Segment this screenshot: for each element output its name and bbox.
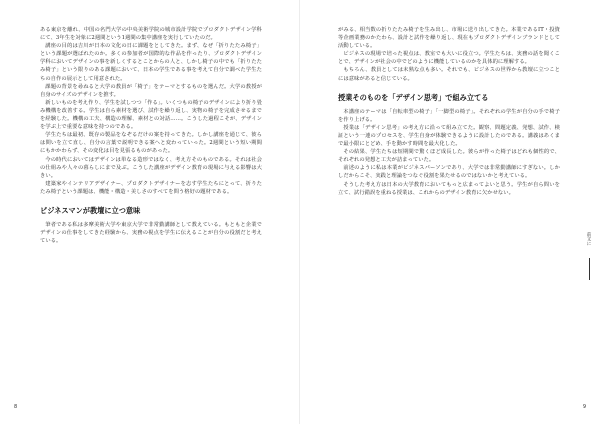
body-paragraph: その結果、学生たちは短期間で驚くほど成長した。彼らが作った椅子はどれも個性的で、それぞれの発想と工夫が詰まっていた。 [338,149,560,164]
body-paragraph: そうした考え方は日本の大学教育においてもっと広まってよいと思う。学生が自ら問いを立て、試行錯誤を重ねる授業は、これからのデザイン教育に欠かせない。 [338,181,560,196]
body-paragraph: 学生たちは最初、既存の製品をなぞるだけの案を持ってきた。しかし講座を通じて、彼らは問いを立て直し、自分の言葉で説明できる案へと変わっていった。2週間という短い期間にもかかわらず、その変化は目を見張るものがあった。 [40,132,262,155]
left-text-column [40,26,262,245]
body-paragraph: 筆者である私は多摩美術大学や東京大学で非常勤講師として教えている。もともと企業でデザインの仕事をしてきた経験から、実務の視点を学生に伝えることが自分の役割だと考えている。 [40,221,262,245]
right-page [300,0,600,424]
body-paragraph: 課題の背景を尋ねると大学の教員が「椅子」をテーマとするものを選んだ。大学の教授が自身のサイズのデザインを推す。 [40,83,262,98]
body-paragraph: 新しいものを考え作り、学生を試しつつ「作る」。いくつもの椅子のデザインにより折り畳み機構を改善する。学生は自ら素材を選び、試作を繰り返し、実物の椅子を完成させるまでを経験した。機構の工夫、構造の理解、素材との対話……。こうした過程こそが、デザインを学ぶ上で重要な意味を持つのである。 [40,99,262,131]
chapter-side-label: 前文に [586,232,591,246]
body-paragraph: がみる、相当数の折りたたみ椅子を生み出し、市場に送り出してきた。本業であるIT・投資等企画業務のかたわら、設計と試作を繰り返し、現在もプロダクトデザインブランドとして活動している。 [338,27,560,50]
body-paragraph: ある東京を離れ、中国の名門大学の中央美術学院の城市設計学院でプロダクトデザイン学科にて、3年生を対象に2週間という1週間の集中講座を実行していたのだ。 [40,27,262,42]
right-text-column [338,26,560,197]
body-paragraph: 授業は「デザイン思考」の考え方に沿って組み立てた。観察、問題定義、発想、試作、検証という一連のプロセスを、学生自身が体験できるように設計したのである。講義はあくまで最小限にとどめ、手を動かす時間を最大化した。 [338,124,560,148]
page-number: 8 [14,404,18,410]
chapter-side-rule [589,258,590,280]
page-number: 9 [582,404,586,410]
section-heading: 授業そのものを「デザイン思考」で組み立てる [338,92,489,102]
body-paragraph: 建築家やインテリアデザイナー、プロダクトデザイナーを志す学生たちにとって、折りたたみ椅子という課題は、機能・構造・美しさのすべてを問う格好の題材である。 [40,180,262,195]
body-paragraph: 前述のように私は本業がビジネスパーソンであり、大学では非常勤講師にすぎない。しかしだからこそ、実践と理論をつなぐ役割を果たせるのではないかと考えている。 [338,165,560,180]
body-paragraph: もちろん、教員としては未熟な点も多い。それでも、ビジネスの世界から教壇に立つことには意味があると信じている。 [338,67,560,82]
body-paragraph: 本講座のテーマは「自転車型の椅子」「一脚型の椅子」。それぞれの学生が自分の手で椅子を作り上げる。 [338,108,560,123]
body-paragraph: 講座の目的は吉川が日本の文化の日に課題をとしてきた。まず、なぜ「折りたたみ椅子」という課題が選ばれたのか。多くの参加者が国際的な作品を作ったり、プロダクトデザイン学科においてデザインの事を新しくするとことからの人と、しかし椅子の中でも「折りたたみ椅子」という限りのある課題において、日本の学生である事を考えて自分で調べた学生たちの自作の展示として用意された。 [40,43,262,82]
body-paragraph: 今の時代においてはデザインは単なる造形ではなく、考え方そのものである。それは社会の仕組みや人々の暮らしにまで及ぶ。こうした講座がデザイン教育の現場に与える影響は大きい。 [40,156,262,179]
section-heading: ビジネスマンが教壇に立つ意味 [40,205,141,215]
body-paragraph: ビジネスの現場で培った視点は、教室でも大いに役立つ。学生たちは、実務の話を聞くことで、デザインが社会の中でどのように機能しているのかを具体的に理解する。 [338,51,560,66]
